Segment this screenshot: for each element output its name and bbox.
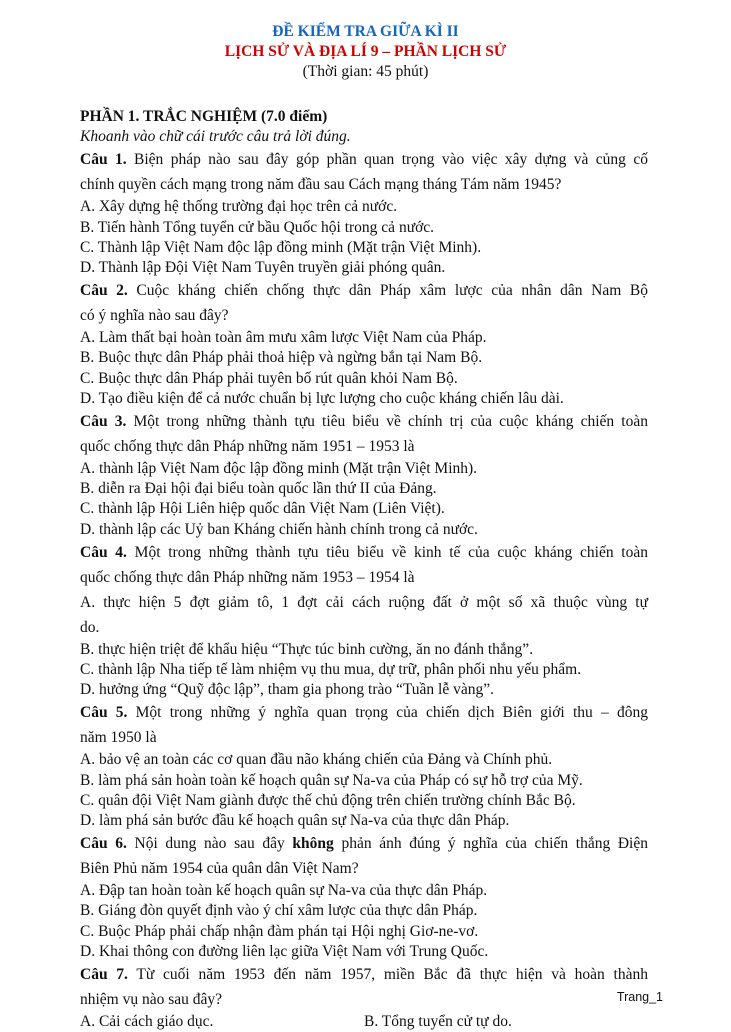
question-text-cont: Biên Phủ năm 1954 của quân dân Việt Nam? <box>80 860 359 878</box>
exam-title: ĐỀ KIỂM TRA GIỮA KÌ II <box>272 23 459 40</box>
question-3 <box>80 409 648 540</box>
option-c[interactable]: C. Buộc Pháp phải chấp nhận đàm phán tại Hội nghị Giơ-ne-vơ. <box>80 922 479 940</box>
question-4 <box>80 540 648 701</box>
question-label: Câu 3. <box>80 413 127 431</box>
option-b[interactable]: B. Tổng tuyển cử tự do. <box>364 1013 512 1031</box>
option-a[interactable]: A. Đập tan hoàn toàn kế hoạch quân sự Na-va của thực dân Pháp. <box>80 882 488 900</box>
question-2 <box>80 278 648 409</box>
question-text-cont: chính quyền cách mạng trong năm đầu sau Cách mạng tháng Tám năm 1945? <box>80 176 562 194</box>
option-a[interactable]: A. bảo vệ an toàn các cơ quan đầu não kháng chiến của Đảng và Chính phủ. <box>80 751 553 769</box>
section-instruction: Khoanh vào chữ cái trước câu trả lời đúng. <box>80 128 351 146</box>
question-stem <box>80 147 648 197</box>
option-b[interactable]: B. làm phá sản hoàn toàn kế hoạch quân sự Na-va của Pháp có sự hỗ trợ của Mỹ. <box>80 771 583 789</box>
page-number: Trang_1 <box>616 990 663 1004</box>
option-b[interactable]: B. Tiến hành Tổng tuyển cử bầu Quốc hội trong cả nước. <box>80 218 435 236</box>
option-a[interactable] <box>80 590 648 640</box>
option-c[interactable]: C. Thành lập Việt Nam độc lập đồng minh (Mặt trận Việt Minh). <box>80 238 482 256</box>
option-c[interactable]: C. thành lập Nha tiếp tế làm nhiệm vụ thu mua, dự trữ, phân phối nhu yếu phẩm. <box>80 661 582 679</box>
question-stem <box>80 540 648 590</box>
question-label: Câu 6. <box>80 835 127 853</box>
exam-content <box>80 107 648 1032</box>
option-c[interactable]: C. Buộc thực dân Pháp phải tuyên bố rút quân khỏi Nam Bộ. <box>80 369 458 387</box>
option-a-text-cont: do. <box>80 618 100 636</box>
question-emphasis: không <box>292 835 334 853</box>
question-stem <box>80 278 648 328</box>
question-text: Cuộc kháng chiến chống thực dân Pháp xâm lược của nhân dân Nam Bộ <box>127 282 648 300</box>
question-text: Một trong những thành tựu tiêu biểu về chính trị của cuộc kháng chiến toàn <box>126 413 648 431</box>
option-d[interactable]: D. Thành lập Đội Việt Nam Tuyên truyền giải phóng quân. <box>80 259 446 277</box>
option-d[interactable]: D. hưởng ứng “Quỹ độc lập”, tham gia phong trào “Tuần lễ vàng”. <box>80 681 494 699</box>
question-7 <box>80 962 648 1032</box>
question-1 <box>80 147 648 278</box>
question-text: Một trong những ý nghĩa quan trọng của chiến dịch Biên giới thu – đông <box>127 704 648 722</box>
question-text: Biện pháp nào sau đây góp phần quan trọng vào việc xây dựng và củng cố <box>126 151 648 169</box>
question-text-cont: quốc chống thực dân Pháp những năm 1953 – 1954 là <box>80 568 415 586</box>
option-c[interactable]: C. thành lập Hội Liên hiệp quốc dân Việt Nam (Liên Việt). <box>80 500 445 518</box>
exam-header <box>0 22 731 82</box>
option-d[interactable]: D. Khai thông con đường liên lạc giữa Việt Nam với Trung Quốc. <box>80 942 489 960</box>
option-b[interactable]: B. Buộc thực dân Pháp phải thoả hiệp và ngừng bắn tại Nam Bộ. <box>80 349 483 367</box>
option-b[interactable]: B. Giáng đòn quyết định vào ý chí xâm lược của thực dân Pháp. <box>80 902 478 920</box>
exam-subject: LỊCH SỬ VÀ ĐỊA LÍ 9 – PHẦN LỊCH SỬ <box>224 43 507 60</box>
exam-duration: (Thời gian: 45 phút) <box>302 63 429 80</box>
question-label: Câu 5. <box>80 704 128 722</box>
option-b[interactable]: B. diễn ra Đại hội đại biểu toàn quốc lần thứ II của Đảng. <box>80 480 437 498</box>
option-a[interactable]: A. thành lập Việt Nam độc lập đồng minh (Mặt trận Việt Minh). <box>80 460 478 478</box>
option-b[interactable]: B. thực hiện triệt để khẩu hiệu “Thực túc binh cường, ăn no đánh thắng”. <box>80 640 534 658</box>
question-text-post: phản ánh đúng ý nghĩa của chiến thắng Điện <box>333 835 648 853</box>
question-stem <box>80 409 648 459</box>
question-text-cont: có ý nghĩa nào sau đây? <box>80 307 229 325</box>
options-row <box>80 1012 648 1032</box>
question-6 <box>80 831 648 962</box>
question-text: Nội dung nào sau đây <box>126 835 293 853</box>
option-d[interactable]: D. làm phá sản bước đầu kế hoạch quân sự Na-va của thực dân Pháp. <box>80 812 510 830</box>
question-text-cont: năm 1950 là <box>80 729 157 747</box>
option-d[interactable]: D. Tạo điều kiện để cả nước chuẩn bị lực lượng cho cuộc kháng chiến lâu dài. <box>80 389 564 407</box>
question-text: Từ cuối năm 1953 đến năm 1957, miền Bắc đã thực hiện và hoàn thành <box>127 966 648 984</box>
option-a[interactable]: A. Xây dựng hệ thống trường đại học trên cả nước. <box>80 198 398 216</box>
option-d[interactable]: D. thành lập các Uỷ ban Kháng chiến hành chính trong cả nước. <box>80 520 478 538</box>
question-text-cont: nhiệm vụ nào sau đây? <box>80 991 223 1009</box>
question-text-cont: quốc chống thực dân Pháp những năm 1951 – 1953 là <box>80 438 415 456</box>
question-stem <box>80 962 648 1012</box>
question-5 <box>80 700 648 831</box>
option-a[interactable]: A. Làm thất bại hoàn toàn âm mưu xâm lược Việt Nam của Pháp. <box>80 329 487 347</box>
section-heading: PHẦN 1. TRẮC NGHIỆM (7.0 điểm) <box>80 108 328 125</box>
question-stem <box>80 700 648 750</box>
question-label: Câu 7. <box>80 966 128 984</box>
question-label: Câu 2. <box>80 282 128 300</box>
question-text: Một trong những thành tựu tiêu biểu về kinh tế của cuộc kháng chiến toàn <box>126 543 648 561</box>
question-label: Câu 1. <box>80 151 127 169</box>
question-stem <box>80 831 648 881</box>
question-label: Câu 4. <box>80 543 127 561</box>
option-a[interactable]: A. Cải cách giáo dục. <box>80 1013 214 1031</box>
option-a-text: A. thực hiện 5 đợt giảm tô, 1 đợt cải cách ruộng đất ở một số xã thuộc vùng tự <box>80 593 648 611</box>
option-c[interactable]: C. quân đội Việt Nam giành được thế chủ động trên chiến trường chính Bắc Bộ. <box>80 791 576 809</box>
